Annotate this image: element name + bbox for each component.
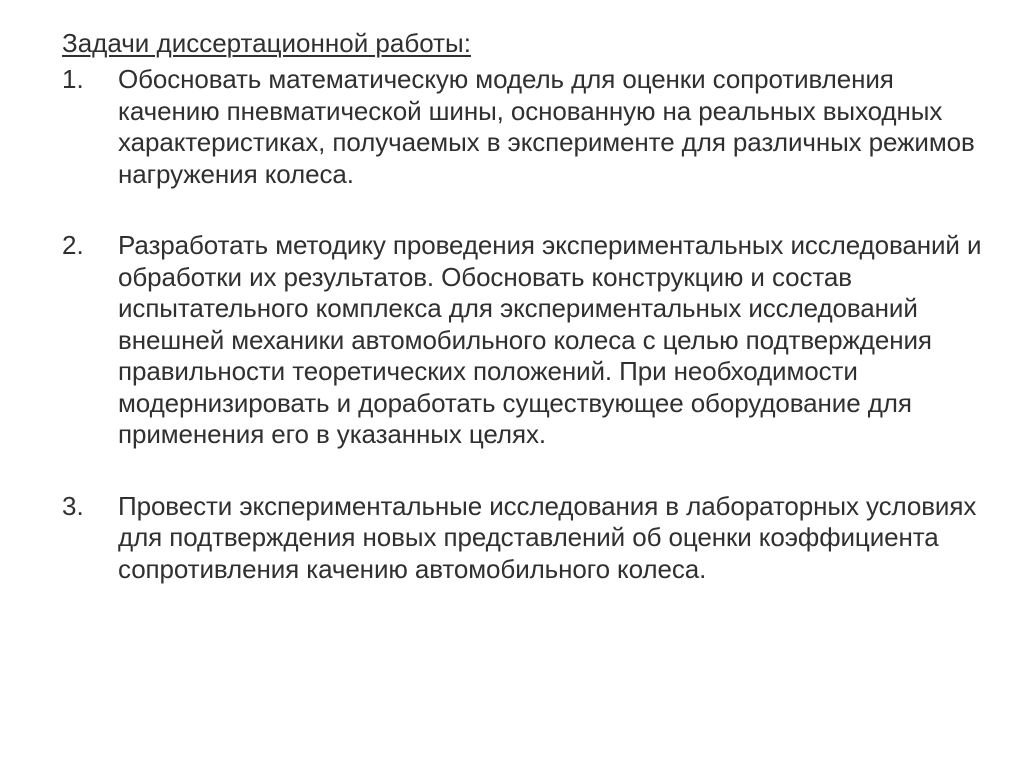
task-number: 2. [62, 230, 84, 260]
task-text: Провести экспериментальные исследования в лабораторных условиях для подтверждения новых представлений об оценки коэффициента сопротивления качению автомобильного колеса. [118, 490, 977, 584]
task-item-1 [62, 64, 982, 190]
task-number: 1. [62, 64, 84, 94]
slide-title: Задачи диссертационной работы: [62, 28, 471, 58]
task-list [62, 64, 982, 625]
task-text: Разработать методику проведения экспериментальных исследований и обработки их результатов. Обосновать конструкцию и состав испытательного комплекса для экспериментальных исследований внешней механики автомобильного колеса с целью подтверждения правильности теоретических положений. При необходимости модернизировать и доработать существующее оборудование для применения его в указанных целях. [118, 230, 982, 449]
task-number: 3. [62, 490, 84, 521]
task-text: Обосновать математическую модель для оценки сопротивления качению пневматической шины, основанную на реальных выходных характеристиках, получаемых в эксперименте для различных режимов нагружения колеса. [118, 64, 975, 189]
task-item-3 [62, 491, 982, 586]
task-item-2 [62, 230, 982, 451]
